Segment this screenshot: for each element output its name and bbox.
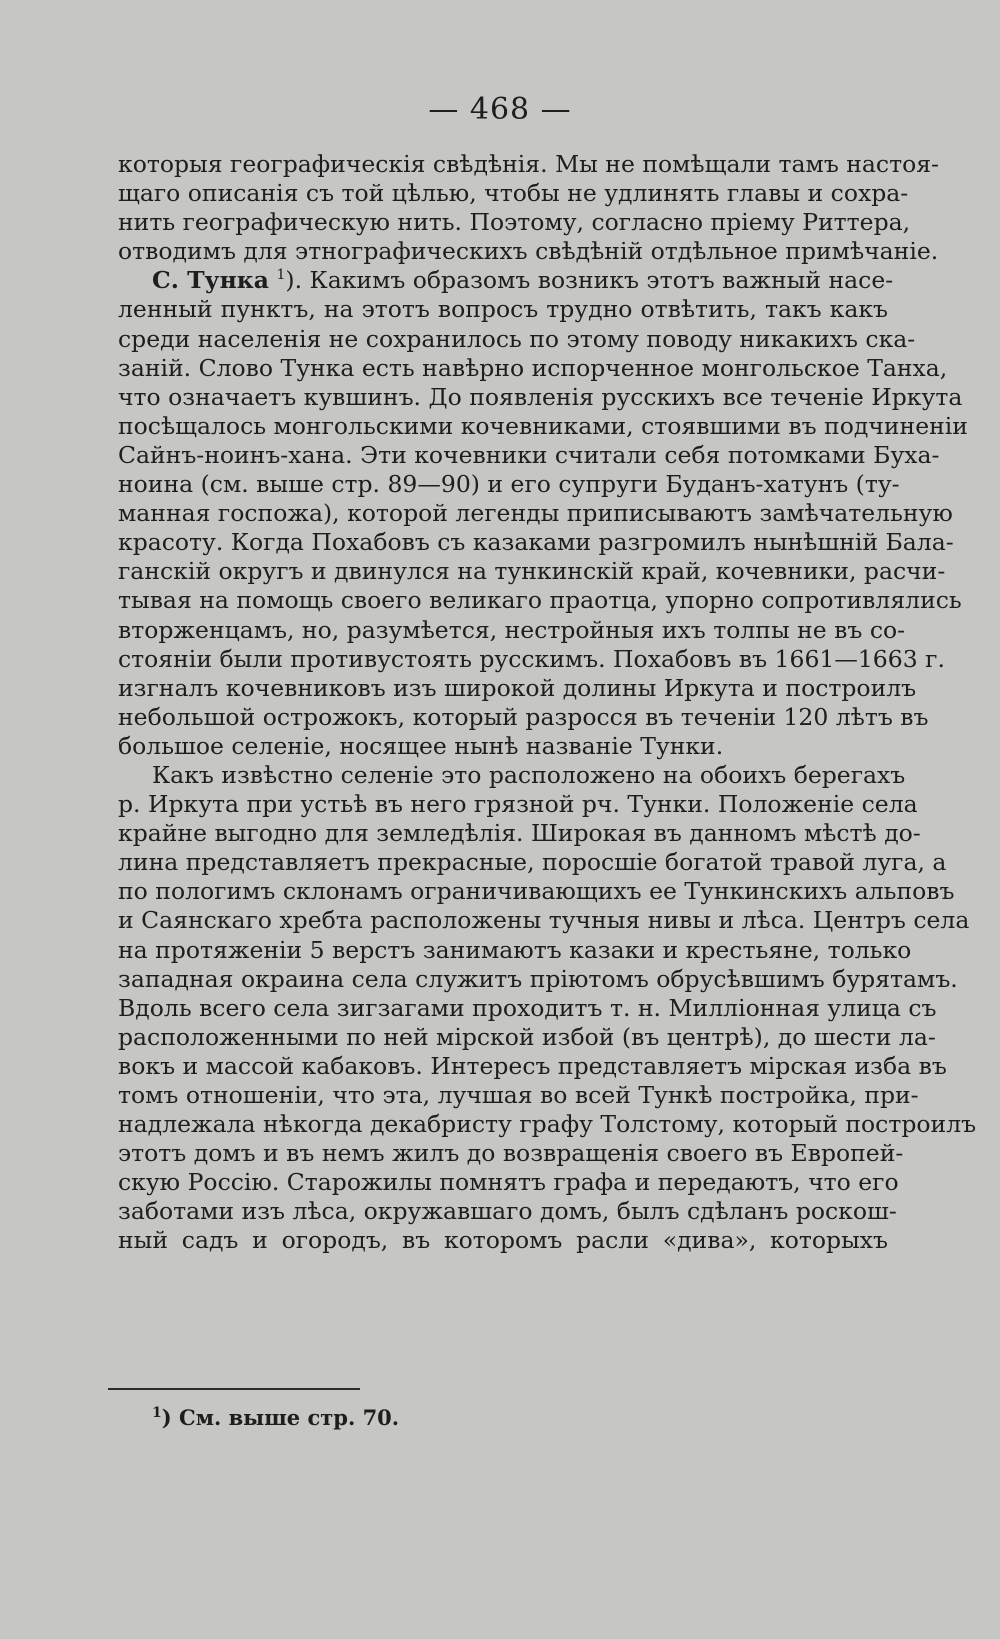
text-fragment: ). Какимъ образомъ возникъ этотъ важный насе-: [285, 266, 894, 295]
text-line: заботами изъ лѣса, окружавшаго домъ, былъ сдѣланъ роскош-: [118, 1197, 897, 1226]
text-line: ноина (см. выше стр. 89—90) и его супруги Буданъ-хатунъ (ту-: [118, 470, 900, 499]
text-line: на протяженіи 5 верстъ занимаютъ казаки и крестьяне, только: [118, 935, 912, 964]
text-line: ный садъ и огородъ, въ которомъ расли «дива», которыхъ: [118, 1226, 888, 1255]
paragraph-first-line: Какъ извѣстно селеніе это расположено на обоихъ берегахъ: [152, 760, 906, 789]
text-line: скую Россію. Старожилы помнятъ графа и передаютъ, что его: [118, 1168, 899, 1197]
text-line: что означаетъ кувшинъ. До появленія русскихъ все теченіе Иркута: [118, 382, 963, 411]
footnote-reference: 1: [276, 267, 286, 284]
text-line: западная окраина села служитъ пріютомъ обрусѣвшимъ бурятамъ.: [118, 964, 958, 993]
text-line: вокъ и массой кабаковъ. Интересъ представляетъ мірская изба въ: [118, 1051, 947, 1080]
text-line: манная госпожа), которой легенды приписываютъ замѣчательную: [118, 499, 953, 528]
text-line: которыя географическія свѣдѣнія. Мы не помѣщали тамъ настоя-: [118, 150, 939, 178]
footnote-mark: 1: [152, 1405, 162, 1421]
text-line: вторженцамъ, но, разумѣется, нестройныя ихъ толпы не въ со-: [118, 615, 906, 644]
text-line: лина представляетъ прекрасные, поросшіе богатой травой луга, а: [118, 848, 947, 877]
text-line: Вдоль всего села зигзагами проходитъ т. н. Милліонная улица съ: [118, 993, 937, 1022]
text-line: и Саянскаго хребта расположены тучныя нивы и лѣса. Центръ села: [118, 906, 970, 935]
text-line: ленный пунктъ, на этотъ вопросъ трудно отвѣтить, такъ какъ: [118, 295, 888, 324]
paragraph-first-line: [118, 266, 894, 295]
text-line: р. Иркута при устьѣ въ него грязной рч. Тунки. Положеніе села: [118, 790, 918, 819]
text-line: стояніи были противустоять русскимъ. Похабовъ въ 1661—1663 г.: [118, 644, 945, 673]
text-line: небольшой острожокъ, который разросся въ теченіи 120 лѣтъ въ: [118, 702, 929, 731]
text-line: заній. Слово Тунка есть навѣрно испорченное монгольское Танха,: [118, 353, 948, 382]
text-line: щаго описанія съ той цѣлью, чтобы не удлинять главы и сохра-: [118, 179, 909, 208]
footnote-divider: [108, 1388, 360, 1390]
text-line: этотъ домъ и въ немъ жилъ до возвращенія своего въ Европей-: [118, 1139, 904, 1168]
text-line: по пологимъ склонамъ ограничивающихъ ее Тункинскихъ альповъ: [118, 877, 955, 906]
text-line: крайне выгодно для земледѣлія. Широкая въ данномъ мѣстѣ до-: [118, 819, 921, 848]
text-line: красоту. Когда Похабовъ съ казаками разгромилъ нынѣшній Бала-: [118, 528, 954, 557]
text-line: нить географическую нить. Поэтому, согласно пріему Риттера,: [118, 208, 911, 237]
page-number: — 468 —: [428, 92, 572, 127]
section-heading-word: С. Тунка: [152, 266, 269, 295]
main-text: [118, 150, 977, 1256]
text-line: тывая на помощь своего великаго праотца, упорно сопротивлялись: [118, 586, 962, 615]
text-line: большое селеніе, носящее нынѣ названіе Тунки.: [118, 731, 724, 760]
text-line: изгналъ кочевниковъ изъ широкой долины Иркута и построилъ: [118, 673, 917, 702]
text-line: томъ отношеніи, что эта, лучшая во всей Тункѣ постройка, при-: [118, 1081, 919, 1109]
text-line: расположенными по ней мірской избой (въ центрѣ), до шести ла-: [118, 1022, 936, 1051]
text-line: отводимъ для этнографическихъ свѣдѣній отдѣльное примѣчаніе.: [118, 237, 939, 266]
text-line: среди населенія не сохранилось по этому поводу никакихъ ска-: [118, 324, 916, 353]
footnote: [152, 1405, 399, 1430]
footnote-text: ) См. выше стр. 70.: [161, 1405, 400, 1430]
text-line: ганскій округъ и двинулся на тункинскій край, кочевники, расчи-: [118, 557, 946, 586]
text-line: Сайнъ-ноинъ-хана. Эти кочевники считали себя потомками Буха-: [118, 440, 940, 469]
text-line: надлежала нѣкогда декабристу графу Толстому, который построилъ: [118, 1110, 977, 1139]
text-line: посѣщалось монгольскими кочевниками, стоявшими въ подчиненіи: [118, 411, 968, 440]
